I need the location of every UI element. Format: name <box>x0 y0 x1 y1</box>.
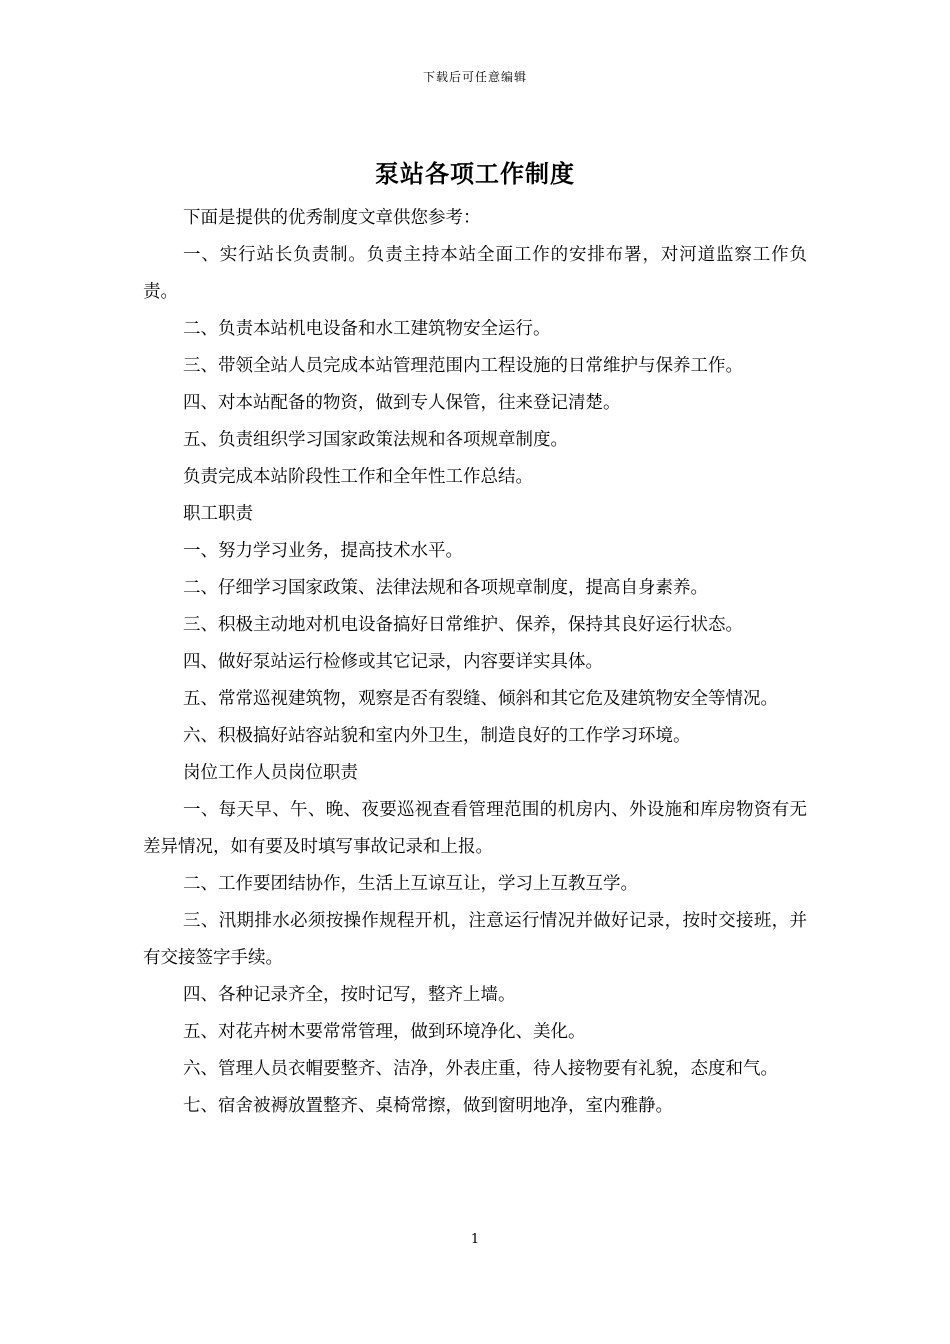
paragraph-intro: 下面是提供的优秀制度文章供您参考： <box>183 208 481 228</box>
paragraph: 四、做好泵站运行检修或其它记录，内容要详实具体。 <box>183 652 603 672</box>
paragraph: 五、负责组织学习国家政策法规和各项规章制度。 <box>183 430 568 450</box>
paragraph: 七、宿舍被褥放置整齐、桌椅常擦，做到窗明地净，室内雅静。 <box>183 1096 673 1116</box>
paragraph: 三、积极主动地对机电设备搞好日常维护、保养，保持其良好运行状态。 <box>183 615 743 635</box>
section-heading-post-duties: 岗位工作人员岗位职责 <box>183 763 358 783</box>
paragraph: 三、带领全站人员完成本站管理范围内工程设施的日常维护与保养工作。 <box>183 356 743 376</box>
paragraph: 一、努力学习业务，提高技术水平。 <box>183 541 463 561</box>
document-body <box>143 200 807 1125</box>
paragraph: 四、对本站配备的物资，做到专人保管，往来登记清楚。 <box>183 393 621 413</box>
paragraph: 一、每天早、午、晚、夜要巡视查看管理范围的机房内、外设施和库房物资有无差异情况，如有要及时填写事故记录和上报。 <box>143 800 807 857</box>
paragraph: 三、汛期排水必须按操作规程开机，注意运行情况并做好记录，按时交接班，并有交接签字手续。 <box>143 911 807 968</box>
paragraph: 二、负责本站机电设备和水工建筑物安全运行。 <box>183 319 551 339</box>
paragraph: 五、对花卉树木要常常管理，做到环境净化、美化。 <box>183 1022 586 1042</box>
paragraph: 六、管理人员衣帽要整齐、洁净，外表庄重，待人接物要有礼貌，态度和气。 <box>183 1059 778 1079</box>
paragraph: 负责完成本站阶段性工作和全年性工作总结。 <box>183 467 533 487</box>
page-number: 1 <box>470 1232 480 1247</box>
document-title: 泵站各项工作制度 <box>375 159 575 188</box>
paragraph: 四、各种记录齐全，按时记写，整齐上墙。 <box>183 985 516 1005</box>
paragraph: 二、工作要团结协作，生活上互谅互让，学习上互教互学。 <box>183 874 638 894</box>
header-note: 下载后可任意编辑 <box>422 70 527 84</box>
paragraph: 一、实行站长负责制。负责主持本站全面工作的安排布署，对河道监察工作负责。 <box>143 245 807 302</box>
paragraph: 二、仔细学习国家政策、法律法规和各项规章制度，提高自身素养。 <box>183 578 708 598</box>
section-heading-staff-duties: 职工职责 <box>183 504 253 524</box>
paragraph: 五、常常巡视建筑物，观察是否有裂缝、倾斜和其它危及建筑物安全等情况。 <box>183 689 778 709</box>
paragraph: 六、积极搞好站容站貌和室内外卫生，制造良好的工作学习环境。 <box>183 726 691 746</box>
